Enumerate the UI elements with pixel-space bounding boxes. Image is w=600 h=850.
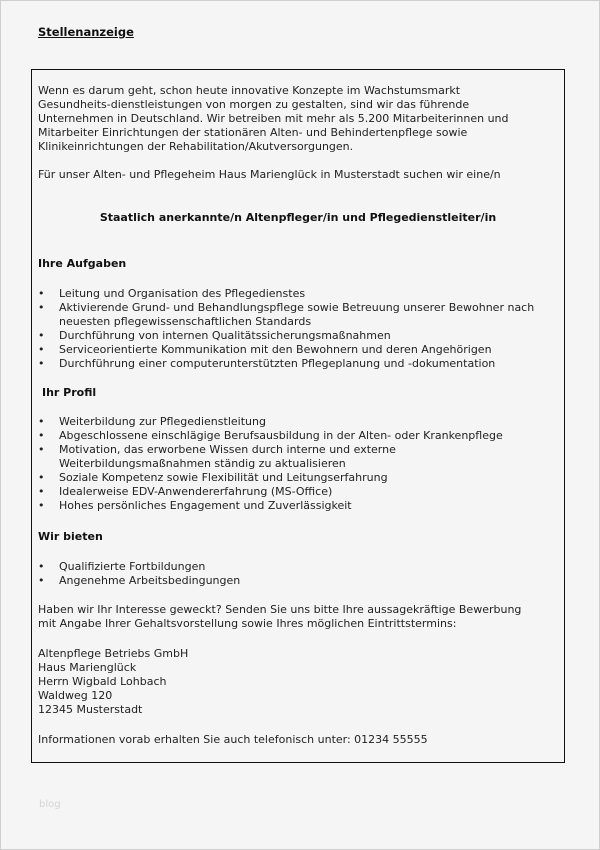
address-line: 12345 Musterstadt <box>38 703 143 716</box>
list-item-text: Abgeschlossene einschlägige Berufsausbildung in der Alten- oder Krankenpflege <box>59 429 503 442</box>
closing-line: Haben wir Ihr Interesse geweckt? Senden Sie uns bitte Ihre aussagekräftige Bewerbung <box>38 603 522 616</box>
bullet-icon: • <box>38 429 45 442</box>
list-item <box>38 485 503 499</box>
list-item-text: Motivation, das erworbene Wissen durch interne und externe <box>59 443 396 456</box>
list-item <box>38 329 534 343</box>
list-item <box>38 471 503 485</box>
search-line: Für unser Alten- und Pflegeheim Haus Marienglück in Musterstadt suchen wir eine/n <box>38 168 501 181</box>
list-item <box>38 499 503 513</box>
list-item <box>38 415 503 429</box>
bullet-icon: • <box>38 574 45 587</box>
list-item <box>38 343 534 357</box>
section-heading-aufgaben: Ihre Aufgaben <box>38 257 127 270</box>
closing-line: mit Angabe Ihrer Gehaltsvorstellung sowie Ihres möglichen Eintrittstermins: <box>38 617 457 630</box>
list-item-text: Leitung und Organisation des Pflegedienstes <box>59 287 306 300</box>
bullet-icon: • <box>38 485 45 498</box>
section-heading-angebot: Wir bieten <box>38 530 103 543</box>
address-line: Altenpflege Betriebs GmbH <box>38 647 189 660</box>
bullet-icon: • <box>38 329 45 342</box>
intro-line: Wenn es darum geht, schon heute innovative Konzepte im Wachstumsmarkt <box>38 84 461 97</box>
list-item-text: Idealerweise EDV-Anwendererfahrung (MS-Office) <box>59 485 333 498</box>
intro-paragraph <box>38 84 509 154</box>
position-title: Staatlich anerkannte/n Altenpfleger/in und Pflegedienstleiter/in <box>99 211 497 224</box>
list-item-text: Angenehme Arbeitsbedingungen <box>59 574 241 587</box>
aufgaben-list <box>38 287 534 371</box>
list-item <box>38 560 240 574</box>
info-line: Informationen vorab erhalten Sie auch telefonisch unter: 01234 55555 <box>38 733 428 746</box>
bullet-icon: • <box>38 499 45 512</box>
bullet-icon: • <box>38 357 45 370</box>
list-item-text: Qualifizierte Fortbildungen <box>59 560 206 573</box>
address-line: Waldweg 120 <box>38 689 113 702</box>
intro-line: Gesundheits-dienstleistungen von morgen zu gestalten, sind wir das führende <box>38 98 470 111</box>
address-line: Haus Marienglück <box>38 661 137 674</box>
bullet-icon: • <box>38 471 45 484</box>
list-item-text: Hohes persönliches Engagement und Zuverlässigkeit <box>59 499 352 512</box>
list-item <box>38 443 503 471</box>
bullet-icon: • <box>38 287 45 300</box>
angebot-list <box>38 560 240 588</box>
section-heading-profil: Ihr Profil <box>42 386 97 399</box>
intro-line: Klinikeinrichtungen der Rehabilitation/Akutversorgungen. <box>38 140 354 153</box>
document-title: Stellenanzeige <box>38 25 134 39</box>
bullet-icon: • <box>38 343 45 356</box>
list-item-text: Aktivierende Grund- und Behandlungspflege sowie Betreuung unserer Bewohner nach <box>59 301 535 314</box>
bullet-icon: • <box>38 560 45 573</box>
intro-line: Mitarbeiter Einrichtungen der stationären Alten- und Behindertenpflege sowie <box>38 126 468 139</box>
intro-line: Unternehmen in Deutschland. Wir betreiben mit mehr als 5.200 Mitarbeiterinnen und <box>38 112 509 125</box>
list-item-text: Weiterbildungsmaßnahmen ständig zu aktualisieren <box>59 457 346 470</box>
list-item <box>38 301 534 329</box>
list-item <box>38 574 240 588</box>
address-line: Herrn Wigbald Lohbach <box>38 675 167 688</box>
bullet-icon: • <box>38 415 45 428</box>
list-item <box>38 357 534 371</box>
list-item-text: Weiterbildung zur Pflegedienstleitung <box>59 415 266 428</box>
watermark: blog <box>39 799 61 810</box>
list-item <box>38 287 534 301</box>
list-item-text: Durchführung von internen Qualitätssicherungsmaßnahmen <box>59 329 391 342</box>
list-item-text: neuesten pflegewissenschaftlichen Standards <box>59 315 312 328</box>
bullet-icon: • <box>38 301 45 314</box>
closing-paragraph <box>38 603 521 631</box>
profil-list <box>38 415 503 513</box>
list-item <box>38 429 503 443</box>
address-block <box>38 647 188 717</box>
list-item-text: Serviceorientierte Kommunikation mit den Bewohnern und deren Angehörigen <box>59 343 492 356</box>
bullet-icon: • <box>38 443 45 456</box>
list-item-text: Durchführung einer computerunterstützten Pflegeplanung und -dokumentation <box>59 357 496 370</box>
list-item-text: Soziale Kompetenz sowie Flexibilität und Leitungserfahrung <box>59 471 388 484</box>
